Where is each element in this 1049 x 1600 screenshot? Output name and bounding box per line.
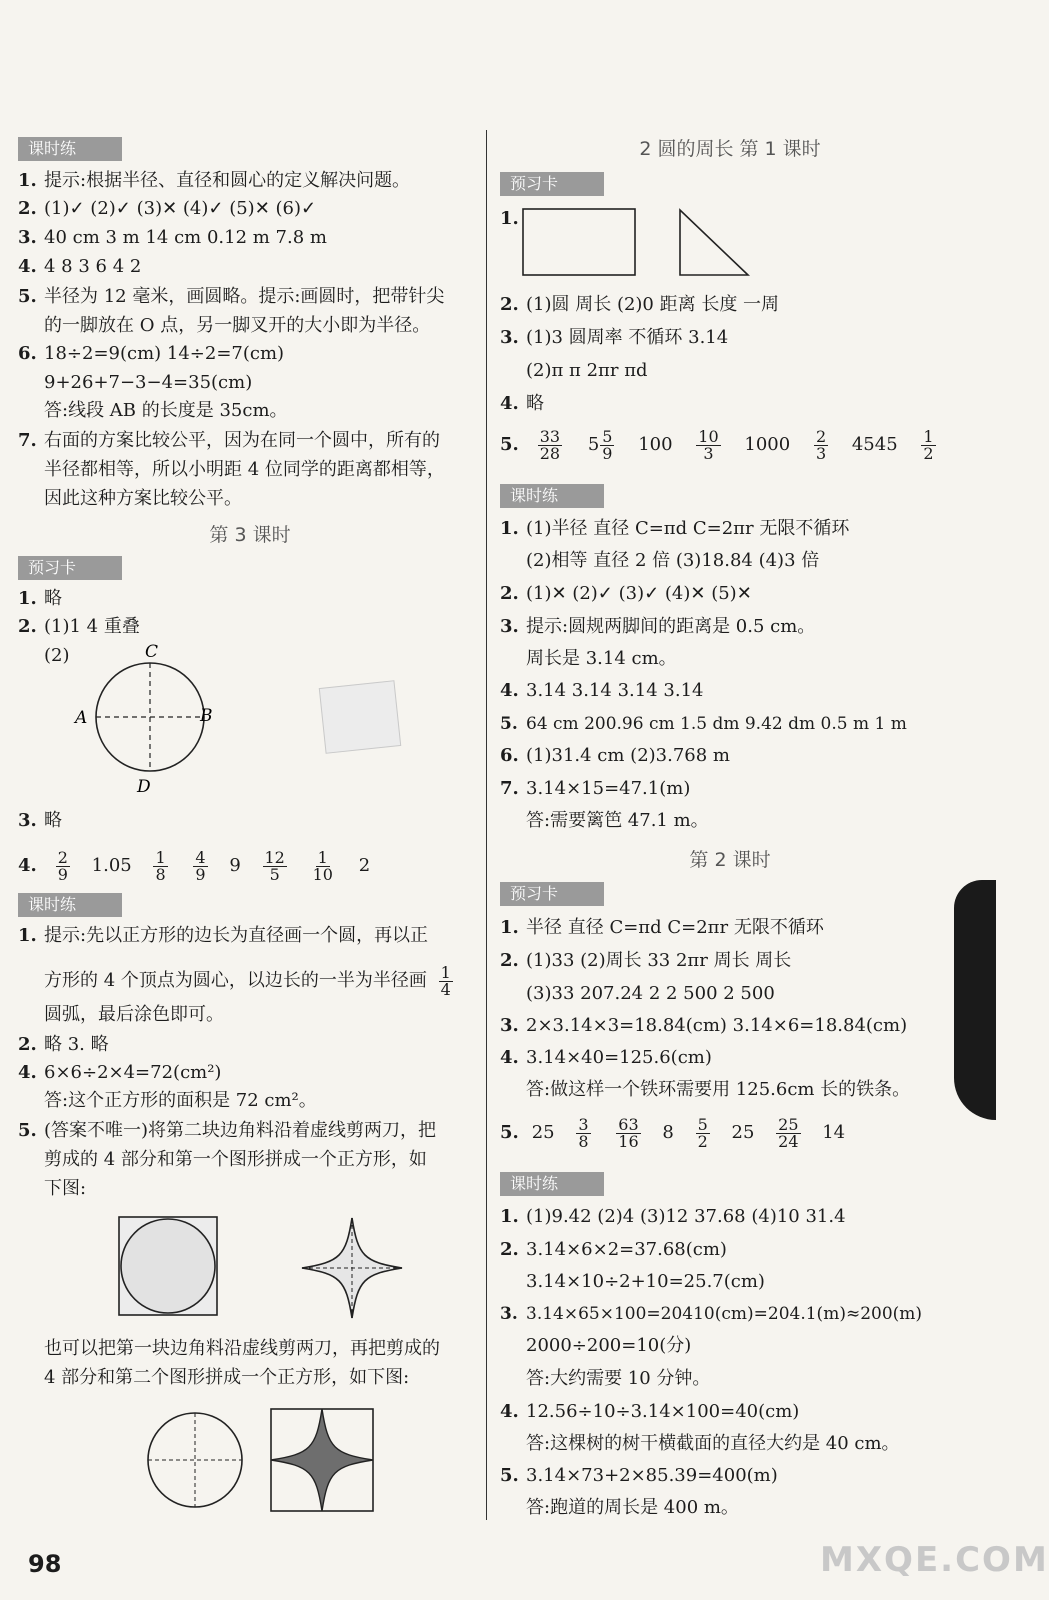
answer-line: 2. (1)圆 周长 (2)0 距离 长度 一周 (500, 294, 780, 315)
scan-edge-shadow (954, 880, 996, 1120)
lesson-heading: 第 3 课时 (209, 524, 291, 546)
answer-line-fractions: 5. 25 $\frac{3}{8}$ $\frac{63}{16}$ 8 $\frac{5}{2}$ 25 $\frac{25}{24}$ 14 (500, 1114, 846, 1151)
answer-line: 3. 40 cm 3 m 14 cm 0.12 m 7.8 m (18, 227, 327, 248)
answer-line: 1. 提示:先以正方形的边长为直径画一个圆，再以正 (18, 925, 429, 946)
answer-line: 答:做这样一个铁环需要用 125.6cm 长的铁条。 (526, 1079, 911, 1100)
answer-line: 的一脚放在 O 点，另一脚叉开的大小即为半径。 (44, 315, 431, 336)
answer-line: 5. 半径为 12 毫米，画圆略。提示:画圆时，把带针尖 (18, 286, 445, 307)
answer-line: (2)π π 2πr πd (526, 360, 648, 381)
answer-line: 9+26+7−3−4=35(cm) (44, 372, 253, 393)
answer-line: 7. 3.14×15=47.1(m) (500, 778, 691, 799)
answer-line: 4. 4 8 3 6 4 2 (18, 256, 142, 277)
answer-line: 答:这棵树的树干横截面的直径大约是 40 cm。 (526, 1433, 900, 1454)
answer-line: 2. 3.14×6×2=37.68(cm) (500, 1239, 727, 1260)
section-tag-lesson-practice: 课时练 (18, 893, 122, 917)
answer-line: 3. 3.14×65×100=20410(cm)=204.1(m)≈200(m) (500, 1304, 923, 1324)
answer-line: 周长是 3.14 cm。 (526, 648, 677, 669)
answer-line: 1. (1)9.42 (2)4 (3)12 37.68 (4)10 31.4 (500, 1206, 846, 1227)
answer-line: (3)33 207.24 2 2 500 2 500 (526, 983, 775, 1004)
watermark-logo: MXQE.COM (820, 1540, 1049, 1580)
answer-line: 2. (1)33 (2)周长 33 2πr 周长 周长 (500, 950, 792, 971)
answer-line: 答:需要篱笆 47.1 m。 (526, 810, 709, 831)
answer-line: 3. 提示:圆规两脚间的距离是 0.5 cm。 (500, 616, 816, 637)
answer-line: 1. 半径 直径 C=πd C=2πr 无限不循环 (500, 917, 824, 938)
section-tag-lesson-practice: 课时练 (500, 1172, 604, 1196)
answer-line: 2. 略 3. 略 (18, 1034, 109, 1055)
answer-line: 6. 18÷2=9(cm) 14÷2=7(cm) (18, 343, 285, 364)
answer-line: 1. 提示:根据半径、直径和圆心的定义解决问题。 (18, 170, 411, 191)
answer-line: 1. (1)半径 直径 C=πd C=2πr 无限不循环 (500, 518, 850, 539)
answer-line: 5. 3.14×73+2×85.39=400(m) (500, 1465, 778, 1486)
answer-line: 1. (500, 208, 519, 229)
point-label-a: A (75, 708, 88, 728)
answer-line: 因此这种方案比较公平。 (44, 488, 242, 509)
answer-line: 答:大约需要 10 分钟。 (526, 1368, 711, 1389)
section-tag-preview: 预习卡 (500, 882, 604, 906)
answer-line: 也可以把第一块边角料沿虚线剪两刀，再把剪成的 (44, 1338, 440, 1359)
answer-line: 7. 右面的方案比较公平，因为在同一个圆中，所有的 (18, 430, 440, 451)
rectangle-and-triangle-figure (522, 208, 762, 278)
answer-line: 答:这个正方形的面积是 72 cm²。 (44, 1090, 317, 1111)
answer-line: 答:跑道的周长是 400 m。 (526, 1497, 739, 1518)
circle-with-dashed-cross-figure (145, 1410, 245, 1510)
answer-line: 6. (1)31.4 cm (2)3.768 m (500, 745, 730, 766)
answer-line: 4 部分和第二个图形拼成一个正方形，如下图: (44, 1367, 410, 1388)
lesson-heading: 第 2 课时 (689, 849, 771, 871)
square-with-star-figure (270, 1408, 374, 1512)
star-shape-figure (300, 1216, 404, 1320)
section-tag-lesson-practice: 课时练 (500, 484, 604, 508)
point-label-b: B (200, 706, 213, 726)
answer-line: 2. (1)✕ (2)✓ (3)✓ (4)✕ (5)✕ (500, 583, 752, 604)
answer-line: 4. 3.14×40=125.6(cm) (500, 1047, 712, 1068)
answer-line: 剪成的 4 部分和第一个图形拼成一个正方形，如 (44, 1149, 427, 1170)
circle-diagram (70, 640, 230, 800)
answer-line: 3. 略 (18, 810, 62, 831)
square-with-circle-figure (118, 1216, 218, 1316)
answer-line: 2. (1)✓ (2)✓ (3)✕ (4)✓ (5)✕ (6)✓ (18, 198, 317, 219)
answer-line: 半径都相等，所以小明距 4 位同学的距离都相等， (44, 459, 445, 480)
answer-line: 答:线段 AB 的长度是 35cm。 (44, 400, 288, 421)
answer-line: 3. 2×3.14×3=18.84(cm) 3.14×6=18.84(cm) (500, 1015, 908, 1036)
answer-line-fractions: 4. $\frac{2}{9}$ 1.05 $\frac{1}{8}$ $\frac{4}{9}$ 9 $\frac{12}{5}$ $\frac{1}{10}$ 2 (18, 847, 371, 884)
answer-line: 4. 略 (500, 393, 544, 414)
answer-line: 4. 3.14 3.14 3.14 3.14 (500, 680, 704, 701)
chapter-heading: 2 圆的周长 第 1 课时 (639, 138, 821, 160)
answer-line: 2000÷200=10(分) (526, 1335, 692, 1356)
page-number: 98 (28, 1550, 62, 1578)
answer-line: 5. (答案不唯一)将第二块边角料沿着虚线剪两刀，把 (18, 1120, 437, 1141)
point-label-d: D (137, 777, 151, 797)
answer-line: 3. (1)3 圆周率 不循环 3.14 (500, 327, 729, 348)
answer-line: 2. (1)1 4 重叠 (18, 616, 140, 637)
answer-line: 4. 6×6÷2×4=72(cm²) (18, 1062, 222, 1083)
answer-line: 1. 略 (18, 588, 62, 609)
column-divider (486, 130, 487, 1520)
answer-line: 4. 12.56÷10÷3.14×100=40(cm) (500, 1401, 800, 1422)
answer-line-fractions: 5. $\frac{33}{28}$ 5 $\frac{5}{9}$ 100 $\frac{10}{3}$ 1000 $\frac{2}{3}$ 4545 $\frac{1}{2}$ (500, 426, 934, 463)
section-tag-preview: 预习卡 (18, 556, 122, 580)
point-label-c: C (145, 642, 159, 662)
answer-line: (2) (44, 645, 70, 666)
answer-line: 5. 64 cm 200.96 cm 1.5 dm 9.42 dm 0.5 m 1 m (500, 714, 907, 734)
answer-line: 方形的 4 个顶点为圆心，以边长的一半为半径画 $\frac{1}{4}$ (44, 962, 451, 999)
answer-line: 下图: (44, 1178, 87, 1199)
answer-line: 3.14×10÷2+10=25.7(cm) (526, 1271, 765, 1292)
section-tag-preview: 预习卡 (500, 172, 604, 196)
section-tag-lesson-practice: 课时练 (18, 137, 122, 161)
stamp-logo (319, 680, 401, 754)
answer-line: (2)相等 直径 2 倍 (3)18.84 (4)3 倍 (526, 550, 820, 571)
answer-line: 圆弧，最后涂色即可。 (44, 1004, 224, 1025)
